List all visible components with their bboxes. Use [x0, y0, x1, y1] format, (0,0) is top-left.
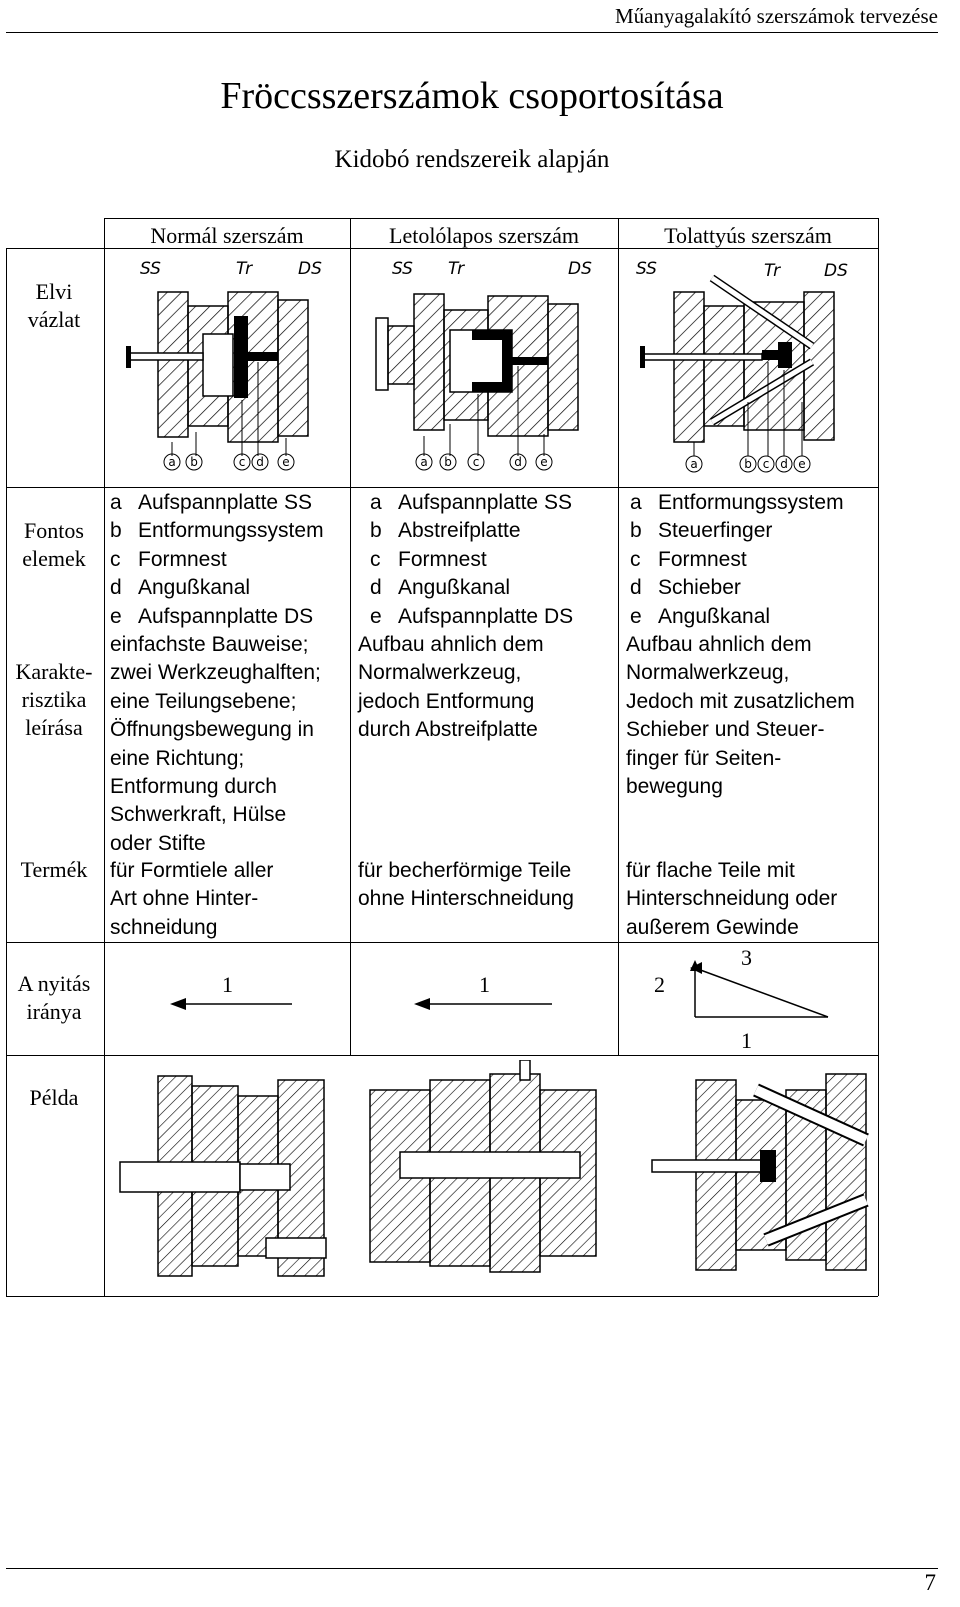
text-line: Entformung durch [110, 775, 277, 799]
text-line: Jedoch mit zusatzlichem [626, 689, 855, 713]
column-header-normal: Normál szerszám [150, 223, 304, 248]
column-header-stripper: Letolólapos szerszám [389, 223, 579, 248]
legend-item: e Angußkanal [630, 604, 771, 628]
left-arrow-icon [414, 996, 554, 1012]
callout-b: b [744, 457, 752, 471]
grid-line [350, 218, 351, 1055]
stripper-mould-sketch [354, 252, 614, 480]
grid-line [6, 487, 878, 488]
page-number: 7 [924, 1570, 936, 1595]
ss-label: SS [392, 259, 413, 279]
ss-label: SS [140, 259, 161, 279]
column-header-slide: Tolattyús szerszám [664, 223, 832, 248]
text-line: eine Richtung; [110, 746, 245, 770]
legend-item: d Angußkanal [370, 576, 511, 600]
description-stripper [358, 631, 544, 745]
text-line: Schieber und Steuer- [626, 718, 825, 742]
callout-e: e [540, 455, 548, 469]
text-line: oder Stifte [110, 831, 206, 855]
text-line: zwei Werkzeughalften; [110, 661, 321, 685]
tr-label: Tr [448, 259, 465, 279]
text-line: für flache Teile mit [626, 859, 795, 882]
direction-label-3: 3 [741, 945, 752, 970]
text-line: Art ohne Hinter- [110, 887, 259, 911]
running-header: Műanyagalakító szerszámok tervezése [614, 4, 938, 28]
product-normal [110, 857, 273, 942]
elements-slide [630, 489, 844, 631]
ds-label: DS [298, 259, 322, 279]
text-line: Schwerkraft, Hülse [110, 803, 287, 827]
legend-item: a Entformungssystem [630, 491, 844, 514]
grid-line [6, 1055, 878, 1056]
text-line: eine Teilungsebene; [110, 689, 297, 713]
callout-d: d [256, 455, 264, 469]
grid-line [878, 218, 879, 1296]
direction-triangle-icon [688, 960, 836, 1020]
text-line: Aufbau ahnlich dem [626, 633, 812, 656]
callout-a: a [168, 455, 176, 469]
legend-item: d Schieber [630, 576, 741, 600]
legend-item: c Formnest [630, 547, 747, 571]
example-normal-drawing [116, 1068, 342, 1290]
legend-item: b Entformungssystem [110, 519, 324, 543]
text-line: Aufbau ahnlich dem [358, 633, 544, 656]
legend-item: b Abstreifplatte [370, 519, 521, 543]
header-rule [6, 32, 938, 33]
callout-d: d [780, 457, 788, 471]
text-line: Normalwerkzeug, [358, 661, 522, 685]
text-line: Öffnungsbewegung in [110, 718, 314, 742]
example-stripper-drawing [360, 1060, 612, 1282]
normal-mould-sketch [108, 252, 346, 480]
callout-c: c [472, 455, 480, 469]
text-line: bewegung [626, 775, 723, 799]
ds-label: DS [824, 261, 848, 281]
text-line: für Formtiele aller [110, 859, 274, 882]
direction-label-2: 2 [654, 972, 665, 997]
text-line: schneidung [110, 915, 218, 939]
text-line: einfachste Bauweise; [110, 633, 309, 656]
direction-label-stripper: 1 [479, 972, 490, 997]
text-line: Hinterschneidung oder [626, 887, 838, 911]
grid-line [6, 1296, 878, 1297]
direction-label-1: 1 [741, 1028, 752, 1053]
legend-item: d Angußkanal [110, 576, 251, 600]
callout-c: c [238, 455, 246, 469]
legend-item: e Aufspannplatte DS [110, 604, 314, 628]
text-line: finger für Seiten- [626, 746, 782, 770]
description-normal [110, 631, 321, 858]
legend-item: c Formnest [110, 547, 227, 571]
product-slide [626, 857, 837, 942]
grid-line [6, 248, 7, 1296]
legend-item: b Steuerfinger [630, 519, 773, 543]
tr-label: Tr [236, 259, 253, 279]
row-label-sketch: Elvi vázlat [27, 279, 81, 332]
text-line: außerem Gewinde [626, 915, 799, 939]
page-title: Fröccsszerszámok csoportosítása [220, 75, 724, 117]
ss-label: SS [636, 259, 657, 279]
callout-b: b [444, 455, 452, 469]
row-label-direction: A nyitás iránya [17, 971, 91, 1024]
callout-e: e [798, 457, 806, 471]
row-label-product: Termék [20, 857, 88, 882]
slide-mould-sketch [622, 252, 874, 480]
row-label-example: Példa [29, 1085, 79, 1110]
footer-rule [6, 1568, 938, 1569]
example-slide-drawing [646, 1060, 872, 1282]
callout-d: d [514, 455, 522, 469]
legend-item: a Aufspannplatte SS [370, 491, 572, 514]
grid-line [104, 218, 878, 219]
callout-e: e [282, 455, 290, 469]
direction-label-normal: 1 [222, 972, 233, 997]
text-line: jedoch Entformung [358, 689, 535, 713]
text-line: Normalwerkzeug, [626, 661, 790, 685]
callout-a: a [690, 457, 698, 471]
callout-c: c [762, 457, 770, 471]
page-subtitle: Kidobó rendszereik alapján [334, 146, 610, 173]
grid-line [618, 218, 619, 1055]
text-line: durch Abstreifplatte [358, 718, 538, 742]
callout-b: b [190, 455, 198, 469]
callout-a: a [420, 455, 428, 469]
text-line: ohne Hinterschneidung [358, 887, 574, 911]
text-line: für becherförmige Teile [358, 859, 572, 882]
product-stripper [358, 857, 574, 914]
legend-item: a Aufspannplatte SS [110, 491, 312, 514]
grid-line [104, 218, 105, 1296]
legend-item: c Formnest [370, 547, 487, 571]
tr-label: Tr [764, 261, 781, 281]
ds-label: DS [568, 259, 592, 279]
elements-normal [110, 489, 324, 631]
legend-item: e Aufspannplatte DS [370, 604, 574, 628]
description-slide [626, 631, 855, 801]
row-label-elements: Fontos elemek [22, 518, 86, 571]
left-arrow-icon [170, 996, 294, 1012]
row-label-description: Karakte- risztika leírása [15, 659, 93, 740]
elements-stripper [370, 489, 573, 631]
